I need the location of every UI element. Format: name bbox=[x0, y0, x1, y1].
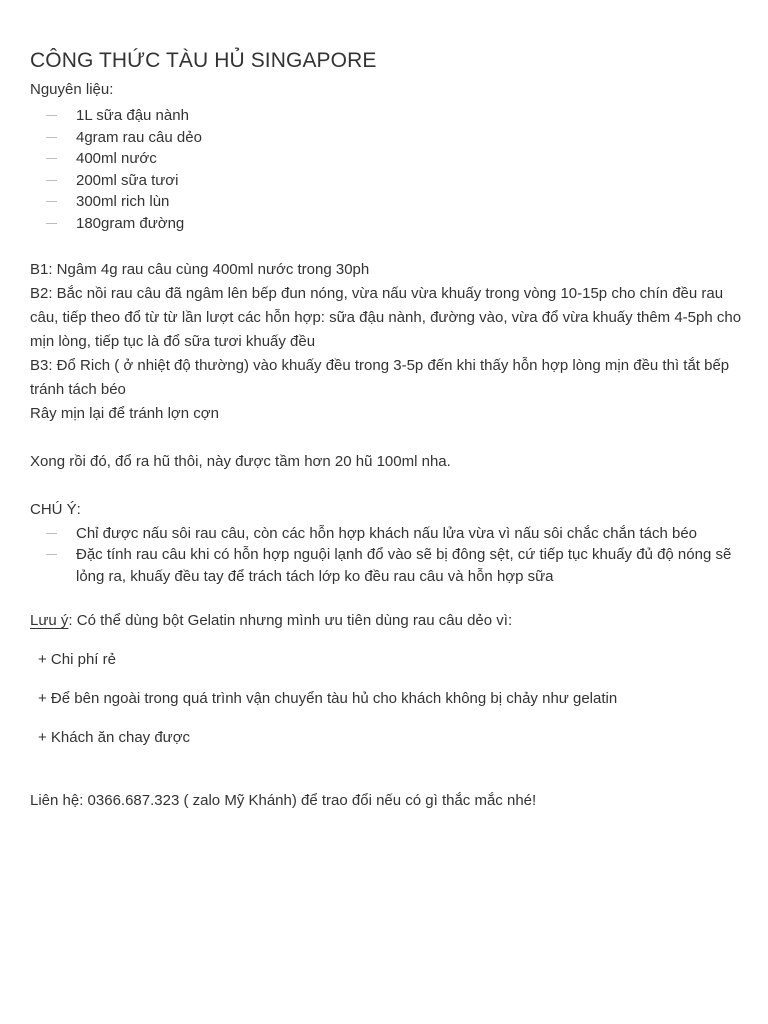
note-text: : Có thể dùng bột Gelatin nhưng mình ưu tiên dùng rau câu dẻo vì: bbox=[68, 612, 513, 630]
contact-text: Liên hệ: 0366.687.323 ( zalo Mỹ Khánh) để trao đổi nếu có gì thắc mắc nhé! bbox=[30, 792, 537, 810]
dash-icon bbox=[46, 533, 57, 534]
note-point: + Chi phí rẻ bbox=[38, 651, 116, 669]
list-item: Đặc tính rau câu khi có hỗn hợp nguội lạnh đổ vào sẽ bị đông sệt, cứ tiếp tục khuấy đủ độ nóng sẽ lỏng ra, khuấy đều tay để trách tách lớp ko đều rau câu và hỗn hợp sữa bbox=[30, 544, 742, 587]
list-item: 4gram rau câu dẻo bbox=[30, 127, 742, 149]
ingredients-label: Nguyên liệu: bbox=[30, 81, 114, 98]
dash-icon bbox=[46, 158, 57, 159]
note-paragraph bbox=[30, 609, 742, 633]
step-sieve: Rây mịn lại để tránh lợn cợn bbox=[30, 404, 219, 422]
dash-icon bbox=[46, 223, 57, 224]
step-1: B1: Ngâm 4g rau câu cùng 400ml nước trong 30ph bbox=[30, 260, 370, 278]
dash-icon bbox=[46, 554, 57, 555]
dash-icon bbox=[46, 201, 57, 202]
finish-text: Xong rồi đó, đổ ra hũ thôi, này được tầm hơn 20 hũ 100ml nha. bbox=[30, 452, 451, 470]
caution-list bbox=[30, 523, 742, 588]
list-item: 300ml rich lùn bbox=[30, 191, 742, 213]
ingredients-list bbox=[30, 105, 742, 235]
page-title: CÔNG THỨC TÀU HỦ SINGAPORE bbox=[30, 49, 377, 72]
list-item: Chỉ được nấu sôi rau câu, còn các hỗn hợp khách nấu lửa vừa vì nấu sôi chắc chắn tách béo bbox=[30, 523, 742, 545]
dash-icon bbox=[46, 137, 57, 138]
note-label: Lưu ý bbox=[30, 612, 69, 630]
list-item: 200ml sữa tươi bbox=[30, 170, 742, 192]
note-point: + Khách ăn chay được bbox=[38, 729, 191, 747]
recipe-document bbox=[30, 44, 742, 813]
caution-label: CHÚ Ý: bbox=[30, 500, 81, 518]
step-2: B2: Bắc nồi rau câu đã ngâm lên bếp đun nóng, vừa nấu vừa khuấy trong vòng 10-15p cho chín đều rau câu, tiếp theo đổ từ từ lần lượt các hỗn hợp: sữa đậu nành, đường vào, vừa đổ vừa khuấy thêm 4-5ph cho mịn lòng, tiếp tục là đổ sữa tươi khuấy đều bbox=[30, 284, 742, 350]
list-item: 180gram đường bbox=[30, 213, 742, 235]
list-item: 1L sữa đậu nành bbox=[30, 105, 742, 127]
step-3: B3: Đổ Rich ( ở nhiệt độ thường) vào khuấy đều trong 3-5p đến khi thấy hỗn hợp lòng mịn đều thì tắt bếp tránh tách béo bbox=[30, 356, 730, 398]
dash-icon bbox=[46, 180, 57, 181]
list-item: 400ml nước bbox=[30, 148, 742, 170]
note-point: + Để bên ngoài trong quá trình vận chuyển tàu hủ cho khách không bị chảy như gelatin bbox=[38, 690, 618, 708]
dash-icon bbox=[46, 115, 57, 116]
